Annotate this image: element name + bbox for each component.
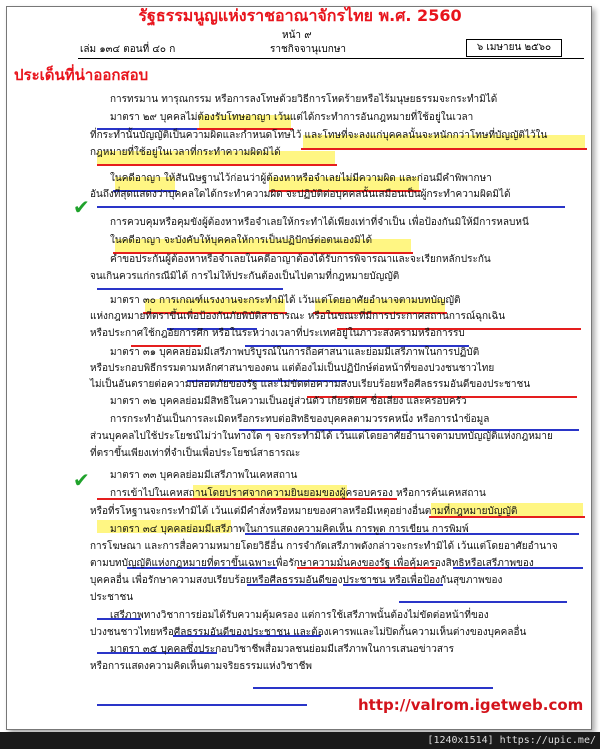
text-line: การเข้าไปในเคหสถานโดยปราศจากความยินยอมของผู้ครอบครอง หรือการค้นเคหสถาน [110,488,486,499]
text-line: คำขอประกันผู้ต้องหาหรือจำเลยในคดีอาญาต้องได้รับการพิจารณาและจะเรียกหลักประกัน [110,254,491,265]
text-line: การกระทำอันเป็นการละเมิดหรือกระทบต่อสิทธิของบุคคลตามวรรคหนึ่ง หรือการนำข้อมูล [110,414,490,425]
text-line: มาตรา ๓๓ บุคคลย่อมมีเสรีภาพในเคหสถาน [110,470,298,481]
text-line: มาตรา ๓๑ บุคคลย่อมมีเสรีภาพบริบูรณ์ในการถือศาสนาและย่อมมีเสรีภาพในการปฏิบัติ [110,347,480,358]
header-rule [78,58,584,59]
checkmark-icon: ✔ [73,468,90,492]
underline-mark [97,164,337,166]
text-line: กฎหมายที่ใช้อยู่ในเวลาที่กระทำความผิดมิได้ [90,147,281,158]
exam-topic-label: ประเด็นที่น่าออกสอบ [14,66,149,84]
text-line: หรือประกอบพิธีกรรมตามหลักศาสนาของตน แต่ต้องไม่เป็นปฏิปักษ์ต่อหน้าที่ของปวงชนชาวไทย [90,363,495,374]
text-line: ไม่เป็นอันตรายต่อความปลอดภัยของรัฐ และไม่ขัดต่อความสงบเรียบร้อยหรือศีลธรรมอันดีของประชาชน [90,379,531,390]
gazette-date: ๖ เมษายน ๒๕๖๐ [466,39,562,57]
checkmark-icon: ✔ [73,195,90,219]
text-line: มาตรา ๓๔ บุคคลย่อมมีเสรีภาพในการแสดงความคิดเห็น การพูด การเขียน การพิมพ์ [110,524,469,535]
text-line: มาตรา ๒๙ บุคคลไม่ต้องรับโทษอาญา เว้นแต่ได้กระทำการอันกฎหมายที่ใช้อยู่ในเวลา [110,112,474,123]
text-line: แห่งกฎหมายที่ตราขึ้นเพื่อป้องกันภัยพิบัติสาธารณะ หรือในขณะที่มีการประกาศสถานการณ์ฉุกเฉิน [90,311,506,322]
text-line: การโฆษณา และการสื่อความหมายโดยวิธีอื่น การจำกัดเสรีภาพดังกล่าวจะกระทำมิได้ เว้นแต่โดยอาศัยอำนาจ [90,541,558,552]
text-line: ที่กระทำนั้นบัญญัติเป็นความผิดและกำหนดโทษไว้ และโทษที่จะลงแก่บุคคลนั้นจะหนักกว่าโทษที่บัญญัติไว้ใน [90,130,548,141]
watermark-url: http://valrom.igetweb.com [358,696,584,714]
text-line: ปวงชนชาวไทยหรือศีลธรรมอันดีของประชาชน และต้องเคารพและไม่ปิดกั้นความเห็นต่างของบุคคลอื่น [90,627,527,638]
text-line: หรือประกาศใช้กฎอัยการศึก หรือในระหว่างเวลาที่ประเทศอยู่ในภาวะสงครามหรือการรบ [90,328,465,339]
text-line: หรือการแสดงความคิดเห็นตามจริยธรรมแห่งวิชาชีพ [90,661,313,672]
underline-mark [253,687,493,689]
text-line: เสรีภาพทางวิชาการย่อมได้รับความคุ้มครอง แต่การใช้เสรีภาพนั้นต้องไม่ขัดต่อหน้าที่ของ [110,610,489,621]
text-line: หรือที่รโหฐานจะกระทำมิได้ เว้นแต่มีคำสั่งหรือหมายของศาลหรือมีเหตุอย่างอื่นตามที่กฎหมายบัญญัติ [90,506,518,517]
text-line: ประชาชน [90,592,134,603]
text-line: มาตรา ๓๐ การเกณฑ์แรงงานจะกระทำมิได้ เว้นแต่โดยอาศัยอำนาจตามบทบัญญัติ [110,295,461,306]
text-line: ตามบทบัญญัติแห่งกฎหมายที่ตราขึ้นเฉพาะเพื่อรักษาความมั่นคงของรัฐ เพื่อคุ้มครองสิทธิหรือเสรีภาพของ [90,558,534,569]
underline-mark [97,288,283,290]
text-line: ส่วนบุคคลไปใช้ประโยชน์ไม่ว่าในทางใด ๆ จะกระทำมิได้ เว้นแต่โดยอาศัยอำนาจตามบทบัญญัติแห่งกฎหมาย [90,431,553,442]
text-line: ในคดีอาญา จะบังคับให้บุคคลให้การเป็นปฏิปักษ์ต่อตนเองมิได้ [110,235,373,246]
text-line: การควบคุมหรือคุมขังผู้ต้องหาหรือจำเลยให้กระทำได้เพียงเท่าที่จำเป็น เพื่อป้องกันมิให้มีการหลบหนี [110,217,529,228]
text-line: มาตรา ๓๕ บุคคลซึ่งประกอบวิชาชีพสื่อมวลชนย่อมมีเสรีภาพในการเสนอข่าวสาร [110,644,454,655]
image-size-footer: [1240x1514] https://upic.me/ [0,732,600,749]
text-line: อันถึงที่สุดแสดงว่าบุคคลใดได้กระทำความผิด จะปฏิบัติต่อบุคคลนั้นเสมือนเป็นผู้กระทำความผิดมิได้ [90,189,511,200]
gazette-volume: เล่ม ๑๓๔ ตอนที่ ๔๐ ก [80,44,176,55]
page-number: หน้า ๙ [282,30,312,41]
text-line: จนเกินควรแก่กรณีมิได้ การไม่ให้ประกันต้องเป็นไปตามที่กฎหมายบัญญัติ [90,271,400,282]
underline-mark [399,601,567,603]
underline-mark [301,148,587,150]
text-line: ที่ตราขึ้นเพียงเท่าที่จำเป็นเพื่อประโยชน์สาธารณะ [90,448,301,459]
text-line: บุคคลอื่น เพื่อรักษาความสงบเรียบร้อยหรือศีลธรรมอันดีของประชาชน หรือเพื่อป้องกันสุขภาพของ [90,575,503,586]
document-title: รัฐธรรมนูญแห่งราชอาณาจักรไทย พ.ศ. 2560 [138,6,462,25]
underline-mark [97,704,307,706]
gazette-name: ราชกิจจานุเบกษา [270,44,347,55]
text-line: การทรมาน ทารุณกรรม หรือการลงโทษด้วยวิธีการโหดร้ายหรือไร้มนุษยธรรมจะกระทำมิได้ [110,94,498,105]
underline-mark [97,206,565,208]
text-line: ในคดีอาญา ให้สันนิษฐานไว้ก่อนว่าผู้ต้องหาหรือจำเลยไม่มีความผิด และก่อนมีคำพิพากษา [110,173,492,184]
text-line: มาตรา ๓๒ บุคคลย่อมมีสิทธิในความเป็นอยู่ส่วนตัว เกียรติยศ ชื่อเสียง และครอบครัว [110,396,467,407]
